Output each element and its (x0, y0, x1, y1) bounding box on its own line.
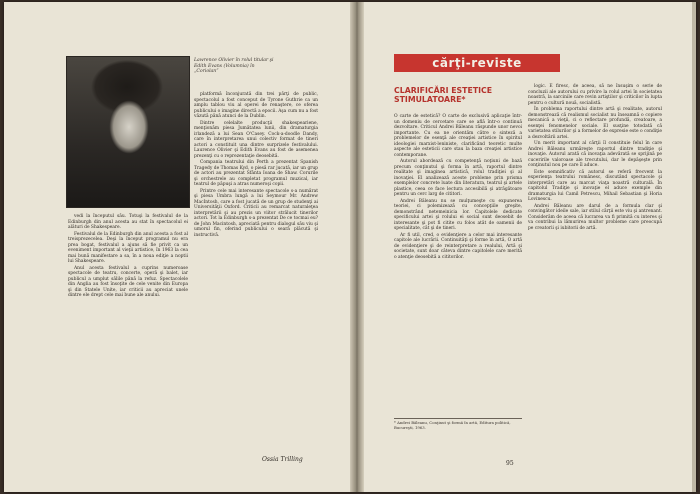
paragraph: În problema raportului dintre artă şi realitate, autorul demonstrează că realismul socialist nu înseamnă o copiere mecanică a vieţii, ci o reflectare profundă, creatoare, a esenţei fenomenelor sociale. El susţine totodată că varietatea stilurilor şi a formelor de expresie este o condiţie a dezvoltării artei. (528, 107, 662, 140)
paragraph: O carte de estetică? O carte de exclusivă aplicaţie într-un domeniu de cercetare care se află într-o continuă dezvoltare. Criticul Andrei Băleanu răspunde unor nevoi importante. Cu ea ne orientăm către o sinteză a problemelor de esenţă ale creaţiei artistice în spiritul ideologiei marxist-leniniste, clarificând teoretic multe aspecte ale esteticii care stau la baza creaţiei artistice contemporane. (394, 114, 522, 158)
paragraph: logic. E firesc, de aceea, să ne însuşim o serie de concluzii ale autorului cu privire la rolul artei în societatea noastră, la sarcinile care revin artiştilor şi criticilor în lupta pentru o cultură nouă, socialistă. (528, 84, 662, 106)
magazine-spread (4, 2, 696, 492)
left-column-1 (68, 214, 188, 300)
theatre-photo (66, 56, 190, 208)
page-edge (692, 2, 696, 492)
right-column-2 (528, 84, 662, 232)
right-column-1 (394, 114, 522, 261)
left-page (4, 2, 350, 492)
paragraph: platformă înconjurată din trei părţi de public, spectacolul a fost conceput de Tyrone Guthrie ca un amplu tablou viu al operei de renaştere, ce oferea publicului o imagine directă a epocii. Aşa cum nu a fost văzută până atunci de la Dublin. (194, 92, 318, 119)
left-column-2 (194, 92, 318, 239)
paragraph: Dintre celelalte producţii shakespeariene, menţionăm piesa Jumătatea lunii, din dramaturgia irlandeză a lui Sean O'Casey. Cock-a-doodle Dandy, care în interpretarea unui colectiv format de tineri actori a constituit una dintre surprizele festivalului. Laurence Olivier şi Edith Evans au fost de asemenea prezenţi cu o reprezentaţie deosebită. (194, 120, 318, 159)
paragraph: vedi la începutul său. Totuşi la festivalul de la Edinburgh din anul acesta au stat în spectacolul ei alături de Shakespeare. (68, 214, 188, 230)
paragraph: Un merit important al cărţii îl constituie felul în care Andrei Băleanu urmăreşte raportul dintre tradiţie şi inovaţie. Autorul arată că inovaţia adevărată se sprijină pe cuceririle valoroase ale trecutului, dar le depăşeşte prin conţinutul nou pe care îl aduce. (528, 141, 662, 168)
paragraph: Autorul abordează cu competenţă noţiuni de bază precum conţinutul şi forma în artă, raportul dintre realitate şi imaginea artistică, rolul tradiţiei şi al inovaţiei. El analizează aceste probleme prin prisma exemplelor concrete luate din literatura, teatrul şi artele plastice, ceea ce face lectura accesibilă şi atrăgătoare pentru un cerc larg de cititori. (394, 159, 522, 197)
paragraph: Andrei Băleanu nu se mulţumeşte cu expunerea teoriei, ci polemizează cu concepţiile greşite, demonstrând netemeinicia lor. Capitolele dedicate specificului artei şi rolului ei social sunt deosebit de interesante şi pot fi citite cu folos atât de oamenii de specialitate, cât şi de tineri. (394, 198, 522, 231)
author-signature: Ossia Trilling (262, 456, 303, 463)
paragraph: Compania teatrului din Perth a prezentat Spanish Tragedy de Thomas Kyd, o piesă rar jucată, iar un grup de actori au prezentat Sfânta Ioana de Shaw. Corurile şi orchestrele au completat programul muzical, iar teatrul de păpuşi a atras numeroşi copii. (194, 160, 318, 187)
right-page (364, 2, 696, 492)
paragraph: Andrei Băleanu are darul de a formula clar şi convingător ideile sale, iar stilul cărţii este viu şi antrenant. Considerăm de aceea că lucrarea va fi primită cu interes şi va contribui la lămurirea multor probleme care preocupă pe creatorii şi iubitorii de artă. (528, 203, 662, 231)
paragraph: Printre cele mai interesante spectacole s-a numărat şi piesa Umbra lungă a lui Seymour Mr. Andrew MacIntosh, care a fost jucată de un grup de studenţi ai Universităţii Oxford. Criticii au remarcat naturaleţea interpretării şi au prezis un viitor strălucit tinerilor actori. Tot la Edinburgh s-a prezentat De ce tocmai eu? de John Macintosh, apreciată pentru dialogul său viu şi umorul fin, oferind publicului o seară plăcută şi instructivă. (194, 188, 318, 238)
paragraph: Anul acesta festivalul a cuprins numeroase spectacole de teatru, concerte, operă şi balet, iar publicul a umplut sălile până la refuz. Spectacolele din Anglia au fost însoţite de cele venite din Europa şi din Statele Unite, iar criticii au apreciat unele dintre ele drept cele mai bune ale anului. (68, 265, 188, 298)
paragraph: Ar fi util, cred, o evidenţiere a celor mai interesante capitole ale lucrării. Continuităţi şi forme în artă, O artă de evidenţiere şi de reinterpretare a realului, Artă şi societate, sunt doar câteva dintre capitolele care merită o atenţie deosebită a cititorilor. (394, 232, 522, 260)
paragraph: Este semnificativ că autorul se referă frecvent la experienţa teatrului românesc, discutând spectacole şi interpretări care au marcat viaţa noastră culturală. În capitolul Tradiţie şi inovaţie el aduce exemple din dramaturgia lui Camil Petrescu, Mihail Sebastian şi Horia Lovinescu. (528, 169, 662, 202)
page-number: 95 (506, 460, 514, 467)
photo-caption: Lawrence Olivier în rolul titular şi Edith Evans (Volumnia) în „Coriolan” (194, 58, 274, 75)
footnote: * Andrei Băleanu, Conţinut şi formă în artă, Editura politică, Bucureşti, 1963. (394, 418, 522, 430)
paragraph: Festivalul de la Edinburgh din anul acesta a fost al treisprezecelea. Deşi la început programul nu era prea bogat, festivalul a ajuns să fie privit ca un eveniment important al vieţii artistice, în 1963 la cea mai bună manifestare a sa, în a noua ediţie a noptii lui Shakespeare. (68, 231, 188, 264)
section-banner: cărţi-reviste (394, 54, 560, 72)
book-gutter (350, 2, 364, 492)
article-title: CLARIFICĂRI ESTETICE STIMULATOARE* (394, 86, 493, 104)
